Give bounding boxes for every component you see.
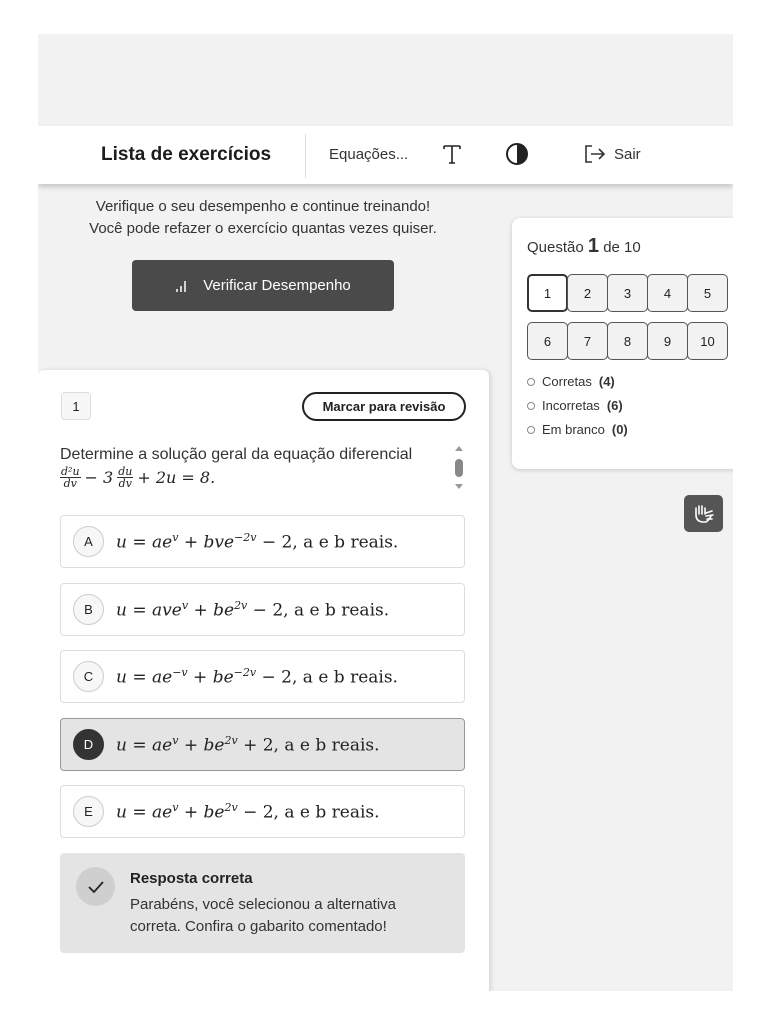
header-divider xyxy=(305,134,306,178)
stem-scrollbar[interactable] xyxy=(452,444,466,492)
legend-blank: Em branco (0) xyxy=(527,422,628,437)
question-number-badge: 1 xyxy=(61,392,91,420)
contrast-button[interactable] xyxy=(504,140,530,168)
option-letter: D xyxy=(73,729,104,760)
navigator-title: Questão 1 de 10 xyxy=(527,235,641,257)
option-formula: $u = ave^v + be^{2v} - 2$, a e b reais. xyxy=(116,598,390,621)
option-a[interactable] xyxy=(60,515,465,568)
font-size-button[interactable] xyxy=(439,140,465,168)
option-formula: $u = ae^{-v} + be^{-2v} - 2$, a e b reais. xyxy=(116,665,398,688)
sign-language-button[interactable] xyxy=(684,495,723,532)
feedback-title: Resposta correta xyxy=(130,870,253,887)
answer-feedback xyxy=(60,853,465,953)
logout-icon xyxy=(584,144,606,164)
legend-dot-icon xyxy=(527,378,535,386)
question-link-8[interactable]: 8 xyxy=(607,322,648,360)
question-stem xyxy=(60,444,440,489)
performance-line-1: Verifique o seu desempenho e continue treinando! xyxy=(95,198,431,215)
question-grid-row-2 xyxy=(527,322,728,360)
page-title: Lista de exercícios xyxy=(101,144,272,165)
option-b[interactable] xyxy=(60,583,465,636)
option-formula: $u = ae^v + be^{2v} + 2$, a e b reais. xyxy=(116,733,380,756)
option-letter: A xyxy=(73,526,104,557)
question-stem-text: Determine a solução geral da equação diferencial xyxy=(60,446,413,463)
contrast-icon xyxy=(505,142,529,166)
legend-incorrect: Incorretas (6) xyxy=(527,398,623,413)
check-performance-label: Verificar Desempenho xyxy=(203,277,351,294)
option-letter: B xyxy=(73,594,104,625)
question-link-1[interactable]: 1 xyxy=(527,274,568,312)
app-frame xyxy=(38,34,733,991)
mark-for-review-button[interactable]: Marcar para revisão xyxy=(302,392,466,421)
exit-label: Sair xyxy=(614,145,641,163)
sign-language-icon xyxy=(692,503,716,525)
performance-line-2: Você pode refazer o exercício quantas vezes quiser. xyxy=(89,220,437,237)
question-equation: $\frac{\text{d²u}}{dv}$ − 3 $\frac{du}{dv}$ + 2u = 8. xyxy=(61,465,216,490)
question-link-9[interactable]: 9 xyxy=(647,322,688,360)
legend-dot-icon xyxy=(527,402,535,410)
text-size-icon xyxy=(442,143,462,165)
question-grid-row-1 xyxy=(527,274,728,312)
question-link-7[interactable]: 7 xyxy=(567,322,608,360)
question-link-5[interactable]: 5 xyxy=(687,274,728,312)
feedback-message: Parabéns, você selecionou a alternativa correta. Confira o gabarito comentado! xyxy=(130,896,397,935)
option-e[interactable] xyxy=(60,785,465,838)
option-letter: E xyxy=(73,796,104,827)
question-card xyxy=(38,370,489,991)
bar-chart-icon xyxy=(175,279,191,293)
option-d[interactable] xyxy=(60,718,465,771)
current-question: 1 xyxy=(587,235,600,257)
check-performance-button[interactable] xyxy=(132,260,394,311)
option-c[interactable] xyxy=(60,650,465,703)
check-icon xyxy=(76,867,115,906)
exit-button[interactable] xyxy=(584,140,641,168)
question-link-4[interactable]: 4 xyxy=(647,274,688,312)
performance-text xyxy=(38,196,488,240)
legend-dot-icon xyxy=(527,426,535,434)
legend-correct: Corretas (4) xyxy=(527,374,615,389)
question-link-6[interactable]: 6 xyxy=(527,322,568,360)
question-link-10[interactable]: 10 xyxy=(687,322,728,360)
question-link-3[interactable]: 3 xyxy=(607,274,648,312)
option-letter: C xyxy=(73,661,104,692)
top-bar xyxy=(38,126,733,184)
option-formula: $u = ae^v + be^{2v} - 2$, a e b reais. xyxy=(116,800,380,823)
question-link-2[interactable]: 2 xyxy=(567,274,608,312)
subject-title[interactable]: Equações... xyxy=(329,146,409,163)
option-formula: $u = ae^v + bve^{-2v} - 2$, a e b reais. xyxy=(116,530,399,553)
question-navigator xyxy=(512,218,733,469)
